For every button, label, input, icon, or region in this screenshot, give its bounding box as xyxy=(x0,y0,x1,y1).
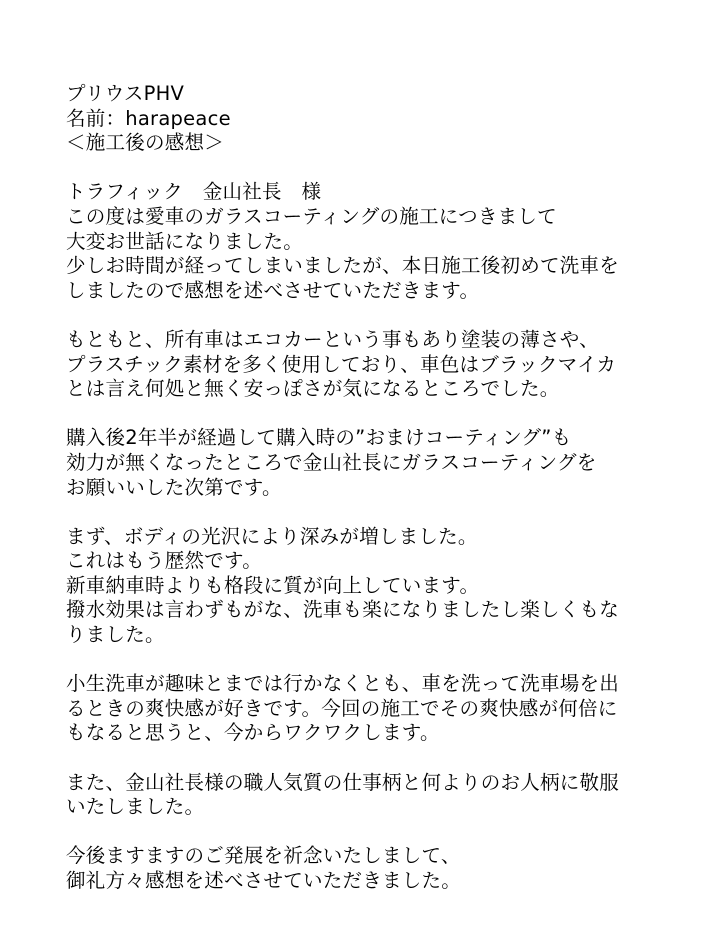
paragraph-reason xyxy=(66,426,696,500)
addressee-line: トラフィック 金山社長 様 xyxy=(66,180,322,204)
paragraph-line: お願いいした次第です。 xyxy=(66,475,282,499)
paragraph-line: 撥水効果は言わずもがな、洗車も楽になりましたし楽しくもな xyxy=(66,598,620,622)
paragraph-results xyxy=(66,525,696,648)
paragraph-line: まず、ボディの光沢により深みが増しました。 xyxy=(66,524,478,548)
paragraph-line: この度は愛車のガラスコーティングの施工につきまして xyxy=(66,204,557,228)
paragraph-line: 少しお時間が経ってしまいましたが、本日施工後初めて洗車を xyxy=(66,254,620,278)
section-heading: ＜施工後の感想＞ xyxy=(66,131,225,155)
paragraph-line: また、金山社長様の職人気質の仕事柄と何よりのお人柄に敬服 xyxy=(66,770,620,794)
paragraph-line: しましたので感想を述べさせていただきます。 xyxy=(66,278,480,302)
paragraph-praise xyxy=(66,771,696,820)
paragraph-line: 新車納車時よりも格段に質が向上しています。 xyxy=(66,573,480,597)
paragraph-line: るときの爽快感が好きです。今回の施工でその爽快感が何倍に xyxy=(66,696,618,720)
paragraph-intro xyxy=(66,205,696,303)
paragraph-background xyxy=(66,328,696,402)
paragraph-line: 御礼方々感想を述べさせていただきました。 xyxy=(66,869,462,892)
spacer xyxy=(66,500,696,525)
paragraph-line: もなると思うと、今からワクワクします。 xyxy=(66,721,440,745)
paragraph-line: これはもう歴然です。 xyxy=(66,549,262,573)
paragraph-line: とは言え何処と無く安っぽさが気になるところでした。 xyxy=(66,377,560,401)
spacer xyxy=(66,746,696,771)
paragraph-hobby xyxy=(66,672,696,746)
paragraph-line: 小生洗車が趣味とまでは行かなくとも、車を洗って洗車場を出 xyxy=(66,672,620,696)
spacer xyxy=(66,156,696,181)
paragraph-line: もともと、所有車はエコカーという事もあり塗装の薄さや、 xyxy=(66,327,599,351)
paragraph-closing xyxy=(66,844,696,893)
car-model-line: プリウスPHV xyxy=(66,82,185,105)
letter-document xyxy=(66,82,696,894)
paragraph-line: りました。 xyxy=(66,623,165,647)
paragraph-line: 効力が無くなったところで金山社長にガラスコーティングを xyxy=(66,450,597,474)
paragraph-line: 今後ますますのご発展を祈念いたしまして、 xyxy=(66,844,461,868)
paragraph-line: 購入後2年半が経過して購入時の”おまけコーティング”も xyxy=(66,426,572,450)
spacer xyxy=(66,402,696,427)
paragraph-line: いたしました。 xyxy=(66,795,205,819)
paragraph-line: 大変お世話になりました。 xyxy=(66,229,304,253)
author-name-line: 名前：harapeace xyxy=(66,106,231,130)
spacer xyxy=(66,303,696,328)
spacer xyxy=(66,648,696,673)
spacer xyxy=(66,820,696,845)
paragraph-line: プラスチック素材を多く使用しており、車色はブラックマイカ xyxy=(66,352,617,376)
